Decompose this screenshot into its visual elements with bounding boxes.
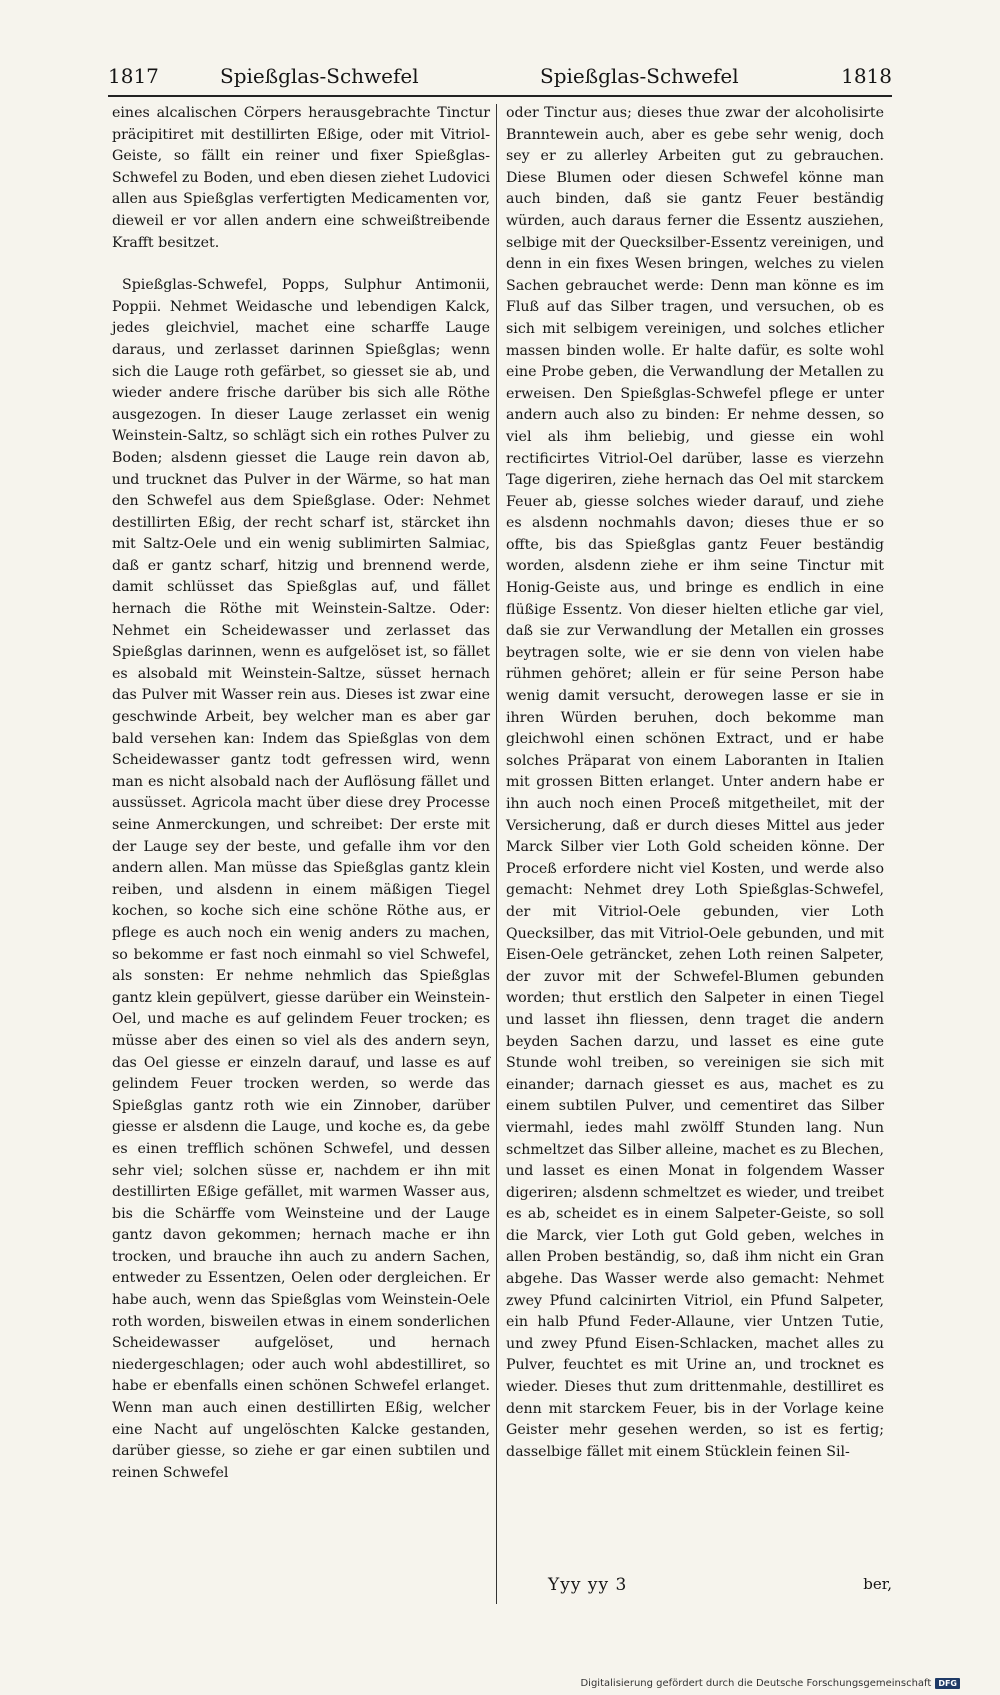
page-header	[108, 64, 892, 98]
left-column	[112, 103, 490, 1484]
right-column	[506, 103, 884, 1463]
running-title-right: Spießglas-Schwefel	[540, 64, 739, 88]
left-paragraph-2: Spießglas-Schwefel, Popps, Sulphur Antimonii, Poppii. Nehmet Weidasche und lebendigen Kalck, jedes gleichviel, machet eine scharffe Lauge daraus, und zerlasset darinnen Spießglas; wenn sich die Lauge roth gefärbet, so giesset sie ab, und wieder andere frische darüber bis sich alle Röthe ausgezogen. In dieser Lauge zerlasset ein wenig Weinstein-Saltz, so schlägt sich ein rothes Pulver zu Boden; alsdenn giesset die Lauge rein davon ab, und trucknet das Pulver in der Wärme, so hat man den Schwefel aus dem Spießglase. Oder: Nehmet destillirten Eßig, der recht scharf ist, stärcket ihn mit Saltz-Oele und ein wenig sublimirten Salmiac, daß er gantz scharf, hitzig und brennend werde, damit schlüsset das Spießglas auf, und fället hernach die Röthe mit Weinstein-Saltze. Oder: Nehmet ein Scheidewasser und zerlasset das Spießglas darinnen, wenn es aufgelöset ist, so fället es alsobald mit Weinstein-Saltze, süsset hernach das Pulver mit Wasser rein aus. Dieses ist zwar eine geschwinde Arbeit, bey welcher man es aber gar bald versehen kan: Indem das Spießglas von dem Scheidewasser gantz todt gefressen wird, wenn man es nicht alsobald nach der Auflösung fället und aussüsset. Agricola macht über diese drey Processe seine Anmerckungen, und schreibet: Der erste mit der Lauge sey der beste, und gefalle ihm vor den andern allen. Man müsse das Spießglas gantz klein reiben, und alsdenn in einem mäßigen Tiegel kochen, so koche sich eine schöne Röthe aus, er pflege es auch noch ein wenig anders zu machen, so bekomme er fast noch einmahl so viel Schwefel, als sonsten: Er nehme nehmlich das Spießglas gantz klein gepülvert, giesse darüber ein Weinstein-Oel, und mache es auf gelindem Feuer trocken; es müsse aber des einen so viel als des andern seyn, das Oel giesse er einzeln darauf, und lasse es auf gelindem Feuer trocken werden, so werde das Spießglas gantz roth wie ein Zinnober, darüber giesse er alsdenn die Lauge, und koche es, da gebe es einen trefflich schönen Schwefel, und dessen sehr viel; solchen süsse er, nachdem er ihn mit destillirten Eßige gefället, mit warmen Wasser aus, bis die Schärffe vom Weinsteine und der Lauge gantz davon gekommen; hernach mache er ihn trocken, und brauche ihn auch zu andern Sachen, entweder zu Essentzen, Oelen oder dergleichen. Er habe auch, wenn das Spießglas vom Weinstein-Oele roth worden, bisweilen etwas in einem sonderlichen Scheidewasser aufgelöset, und hernach niedergeschlagen; oder auch wohl abdestilliret, so habe er ebenfalls einen schönen Schwefel erlanget. Wenn man auch einen destillirten Eßig, welcher eine Nacht auf ungelöschten Kalcke gestanden, darüber giesse, so ziehe er gar einen subtilen und reinen Schwefel	[112, 277, 490, 1481]
header-rule	[108, 95, 892, 97]
page-number-left: 1817	[108, 64, 159, 88]
right-paragraph-1: oder Tinctur aus; dieses thue zwar der alcoholisirte Branntewein auch, aber es gebe sehr wenig, doch sey er zu allerley Arbeiten gut zu gebrauchen. Diese Blumen oder diesen Schwefel könne man auch binden, daß sie gantz Feuer beständig würden, auch daraus ferner die Essentz ausziehen, selbige mit der Quecksilber-Essentz vereinigen, und denn in ein fixes Wesen bringen, welches zu vielen Sachen gebrauchet werde: Denn man könne es im Fluß auf das Silber tragen, und versuchen, ob es sich mit selbigem vereinigen, und solches etlicher massen binden wolle. Er halte dafür, es solte wohl eine Probe geben, die Verwandlung der Metallen zu erweisen. Den Spießglas-Schwefel pflege er unter andern auch also zu binden: Er nehme dessen, so viel als ihm beliebig, und giesse ein wohl rectificirtes Vitriol-Oel darüber, lasse es vierzehn Tage digeriren, ziehe hernach das Oel mit starckem Feuer ab, giesse solches wieder darauf, und ziehe es alsdenn nochmahls davon; dieses thue er so offte, bis das Spießglas gantz Feuer beständig worden, alsdenn ziehe er ihm seine Tinctur mit Honig-Geiste aus, und bringe es endlich in eine flüßige Essentz. Von dieser hielten etliche gar viel, daß sie zur Verwandlung der Metallen ein grosses beytragen solte, wie er sie denn von vielen habe rühmen gehöret; allein er für seine Person habe wenig damit versucht, derowegen lasse er sie in ihren Würden beruhen, doch bekomme man gleichwohl einen schönen Extract, und er habe solches Präparat von einem Laboranten in Italien mit grossen Bitten erlanget. Unter andern habe er ihn auch noch einen Proceß mitgetheilet, mit der Versicherung, daß er durch dieses Mittel aus jeder Marck Silber vier Loth Gold scheiden könne. Der Proceß erfordere nicht viel Kosten, und werde also gemacht: Nehmet drey Loth Spießglas-Schwefel, der mit Vitriol-Oele gebunden, vier Loth Quecksilber, das mit Vitriol-Oele gebunden, und mit Eisen-Oele geträncket, zehen Loth reinen Salpeter, der zuvor mit der Schwefel-Blumen gebunden worden; thut erstlich den Salpeter in einen Tiegel und lasset ihn fliessen, denn traget die andern beyden Sachen darzu, und lasset es eine gute Stunde wohl treiben, so vereinigen sie sich mit einander; darnach giesset es aus, machet es zu einem subtilen Pulver, und cementiret das Silber viermahl, iedes mahl zwölff Stunden lang. Nun schmeltzet das Silber alleine, machet es zu Blechen, und lasset es einen Monat in folgendem Wasser digeriren; alsdenn schmeltzet es wieder, und treibet es ab, scheidet es in einem Salpeter-Geiste, so soll die Marck, vier Loth gut Gold geben, welches in allen Proben beständig, so, daß ihm nicht ein Gran abgehe. Das Wasser werde also gemacht: Nehmet zwey Pfund calcinirten Vitriol, ein Pfund Salpeter, ein halb Pfund Feder-Allaune, vier Untzen Tutie, und zwey Pfund Eisen-Schlacken, machet alles zu Pulver, feuchtet es mit Urine an, und trocknet es wieder. Dieses thut zum drittenmahle, destilliret es denn mit starckem Feuer, bis in der Vorlage keine Geister mehr gesehen werden, so ist es fertig; dasselbige fället mit einem Stücklein feinen Sil-	[506, 105, 884, 1460]
signature-mark: Yyy yy 3	[548, 1575, 628, 1595]
column-divider	[496, 104, 497, 1604]
digitization-credit	[580, 1678, 960, 1689]
dfg-logo-icon: DFG	[935, 1678, 960, 1689]
page-number-right: 1818	[841, 64, 892, 88]
digitization-note: Digitalisierung gefördert durch die Deutsche Forschungsgemeinschaft	[580, 1678, 932, 1689]
left-paragraph-1: eines alcalischen Cörpers herausgebrachte Tinctur präcipitiret mit destillirten Eßige, oder mit Vitriol-Geiste, so fällt ein reiner und fixer Spießglas-Schwefel zu Boden, und eben diesen ziehet Ludovici allen aus Spießglas verfertigten Medicamenten vor, dieweil er vor allen andern eine schweißtreibende Krafft besitzet.	[112, 105, 490, 251]
catchword: ber,	[863, 1575, 892, 1593]
running-title-left: Spießglas-Schwefel	[220, 64, 419, 88]
